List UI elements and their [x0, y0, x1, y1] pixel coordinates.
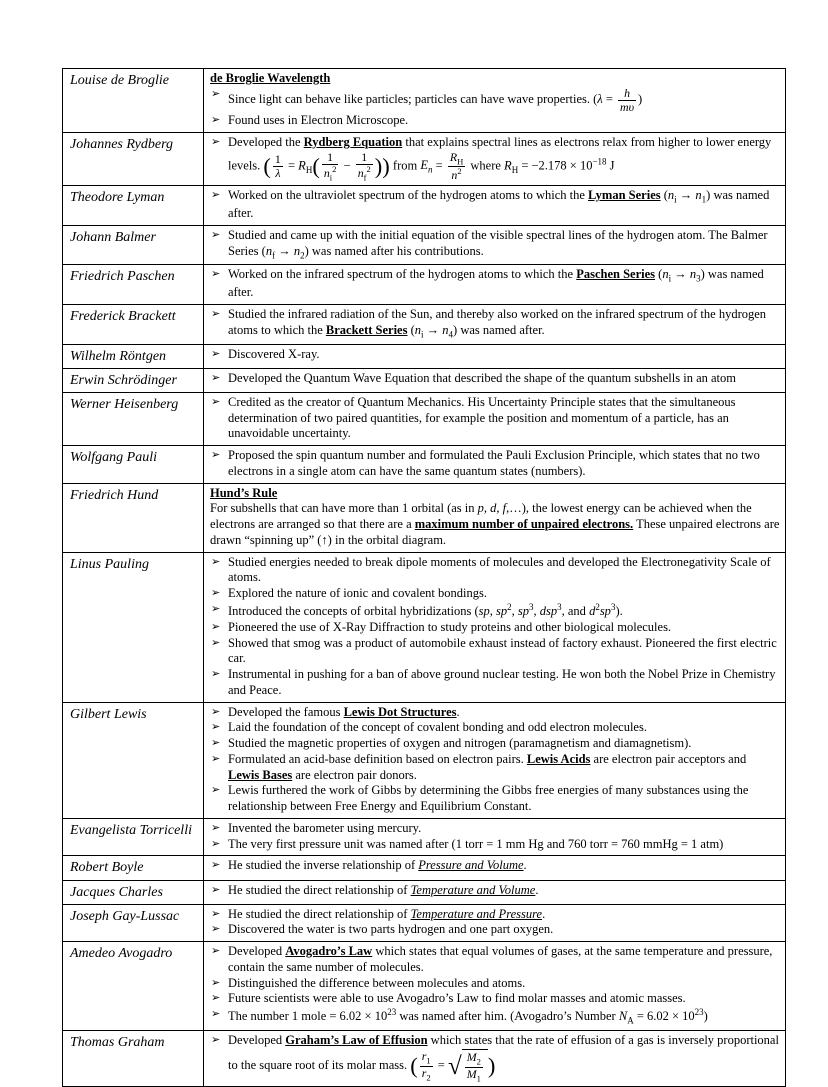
contribution-text: Studied the magnetic properties of oxygen and nitrogen (paramagnetism and diamagnetism). — [228, 736, 692, 751]
scientist-name: Erwin Schrödinger — [63, 368, 204, 392]
contribution-text: Developed the famous Lewis Dot Structures. — [228, 704, 460, 719]
bullet-arrow-icon: ➢ — [211, 859, 221, 872]
scientist-contributions — [204, 446, 786, 484]
scientist-name: Wolfgang Pauli — [63, 446, 204, 484]
bullet-arrow-icon: ➢ — [211, 602, 221, 615]
contribution-bullet — [208, 1033, 780, 1083]
contribution-bullet — [208, 636, 780, 668]
contribution-text: Developed Avogadro’s Law which states that equal volumes of gases, at the same temperature and pressure, contain the same number of molecules. — [228, 944, 773, 974]
bullet-arrow-icon: ➢ — [211, 228, 221, 241]
table-row — [63, 392, 786, 445]
contribution-text: Invented the barometer using mercury. — [228, 820, 422, 835]
table-row — [63, 880, 786, 904]
bullet-arrow-icon: ➢ — [211, 668, 221, 681]
scientist-name: Thomas Graham — [63, 1031, 204, 1087]
contribution-text: Discovered X-ray. — [228, 346, 320, 361]
scientist-contributions — [204, 265, 786, 305]
contribution-bullet — [208, 752, 780, 784]
contribution-bullet — [208, 705, 780, 721]
contribution-text: Worked on the infrared spectrum of the hydrogen atoms to which the Paschen Series $(n_i \to n_3)$ was named after. — [228, 267, 764, 300]
scientist-name: Gilbert Lewis — [63, 702, 204, 818]
scientist-contributions — [204, 552, 786, 702]
contribution-text: Distinguished the difference between molecules and atoms. — [228, 975, 526, 990]
contribution-bullet — [208, 228, 780, 262]
contribution-bullet — [208, 602, 780, 620]
table-row — [63, 265, 786, 305]
bullet-arrow-icon: ➢ — [211, 189, 221, 202]
contribution-bullet — [208, 858, 780, 874]
scientist-contributions — [204, 133, 786, 186]
scientist-contributions — [204, 392, 786, 445]
contribution-bullet — [208, 944, 780, 976]
bullet-arrow-icon: ➢ — [211, 923, 221, 936]
contribution-bullet — [208, 991, 780, 1007]
bullet-arrow-icon: ➢ — [211, 449, 221, 462]
scientist-name: Werner Heisenberg — [63, 392, 204, 445]
contribution-text: Pioneered the use of X-Ray Diffraction to study proteins and other biological molecules. — [228, 619, 672, 634]
contribution-bullet — [208, 783, 780, 815]
table-row — [63, 186, 786, 226]
scientist-name: Louise de Broglie — [63, 69, 204, 133]
contribution-text: Lewis furthered the work of Gibbs by determining the Gibbs free energies of many substances using the relationship between Free Energy and Equilibrium Constant. — [228, 783, 749, 814]
table-row — [63, 225, 786, 265]
contribution-bullet — [208, 883, 780, 899]
contribution-text: Proposed the spin quantum number and formulated the Pauli Exclusion Principle, which states that no two electrons in a single atom can have the same quantum states (numbers). — [228, 448, 760, 478]
contribution-bullet — [208, 976, 780, 992]
scientist-contributions — [204, 344, 786, 368]
contribution-bullet — [208, 371, 780, 387]
contribution-text: He studied the direct relationship of Temperature and Pressure. — [228, 906, 546, 921]
scientist-contributions — [204, 368, 786, 392]
table-row — [63, 1031, 786, 1087]
table-row — [63, 304, 786, 344]
contribution-text: The very first pressure unit was named after (1 torr = 1 mm Hg and 760 torr = 760 mmHg = 1 atm) — [228, 836, 724, 851]
scientist-contributions — [204, 69, 786, 133]
table-row — [63, 69, 786, 133]
scientist-contributions — [204, 818, 786, 856]
bullet-arrow-icon: ➢ — [211, 371, 221, 384]
contribution-bullet — [208, 395, 780, 442]
bullet-arrow-icon: ➢ — [211, 636, 221, 649]
scientist-name: Friedrich Paschen — [63, 265, 204, 305]
scientists-table — [62, 68, 786, 1087]
table-row — [63, 856, 786, 880]
bullet-arrow-icon: ➢ — [211, 587, 221, 600]
contribution-text: Worked on the ultraviolet spectrum of the hydrogen atoms to which the Lyman Series $(n_i \to n_1)$ was named after. — [228, 188, 770, 221]
contribution-bullet — [208, 87, 780, 114]
scientist-contributions — [204, 702, 786, 818]
contribution-text: The number 1 mole = $6.02 \times 10^{23}$ was named after him. (Avogadro’s Number $N_A = 6.02 \times 10^{23}$) — [228, 1007, 708, 1026]
scientist-name: Johann Balmer — [63, 225, 204, 265]
bullet-arrow-icon: ➢ — [211, 555, 221, 568]
contribution-bullet — [208, 837, 780, 853]
contribution-bullet — [208, 448, 780, 480]
bullet-arrow-icon: ➢ — [211, 620, 221, 633]
contribution-text: Developed the Quantum Wave Equation that described the shape of the quantum subshells in an atom — [228, 370, 737, 385]
contribution-text: He studied the direct relationship of Temperature and Volume. — [228, 882, 539, 897]
contribution-bullet — [208, 555, 780, 587]
bullet-arrow-icon: ➢ — [211, 992, 221, 1005]
scientist-contributions — [204, 225, 786, 265]
bullet-arrow-icon: ➢ — [211, 945, 221, 958]
table-row — [63, 483, 786, 552]
contribution-text: Future scientists were able to use Avogadro’s Law to find molar masses and atomic masses. — [228, 991, 686, 1006]
contribution-bullet — [208, 620, 780, 636]
bullet-arrow-icon: ➢ — [211, 907, 221, 920]
contribution-text: Found uses in Electron Microscope. — [228, 113, 409, 128]
scientist-contributions — [204, 856, 786, 880]
contribution-text: He studied the inverse relationship of Pressure and Volume. — [228, 858, 527, 873]
table-row — [63, 552, 786, 702]
scientist-name: Friedrich Hund — [63, 483, 204, 552]
section-paragraph: For subshells that can have more than 1 orbital (as in p, d, f,…), the lowest energy can be achieved when the electrons are arranged so that there are a maximum number of unpaired electrons. These unpaired electrons are drawn “spinning up” (↑) in the orbital diagram. — [210, 501, 780, 547]
contribution-text: Discovered the water is two parts hydrogen and one part oxygen. — [228, 922, 554, 937]
table-row — [63, 368, 786, 392]
contribution-bullet — [208, 267, 780, 301]
scientist-name: Joseph Gay-Lussac — [63, 904, 204, 942]
table-row — [63, 133, 786, 186]
contribution-bullet — [208, 188, 780, 222]
contribution-bullet — [208, 821, 780, 837]
scientists-table-body — [63, 69, 786, 1087]
bullet-arrow-icon: ➢ — [211, 114, 221, 127]
bullet-arrow-icon: ➢ — [211, 347, 221, 360]
contribution-bullet — [208, 667, 780, 699]
bullet-arrow-icon: ➢ — [211, 821, 221, 834]
bullet-arrow-icon: ➢ — [211, 268, 221, 281]
bullet-arrow-icon: ➢ — [211, 737, 221, 750]
contribution-text: Showed that smog was a product of automobile exhaust instead of factory exhaust. Pioneered the first electric car. — [228, 635, 777, 666]
table-row — [63, 904, 786, 942]
bullet-arrow-icon: ➢ — [211, 307, 221, 320]
table-row — [63, 942, 786, 1031]
contribution-bullet — [208, 135, 780, 182]
contribution-text: Studied energies needed to break dipole moments of molecules and developed the Electronegativity Scale of atoms. — [228, 554, 771, 585]
table-row — [63, 344, 786, 368]
contribution-text: Developed Graham’s Law of Effusion which states that the rate of effusion of a gas is inversely proportional to the square root of its molar mass. ( $\frac{r_1}{r_2}$ = √ $\frac{M_2}{M_1}$ ) — [228, 1033, 779, 1083]
scientist-contributions — [204, 1031, 786, 1087]
section-heading: de Broglie Wavelength — [210, 71, 331, 85]
scientist-contributions — [204, 483, 786, 552]
bullet-arrow-icon: ➢ — [211, 1034, 221, 1047]
contribution-bullet — [208, 922, 780, 938]
scientist-name: Frederick Brackett — [63, 304, 204, 344]
contribution-text: Formulated an acid-base definition based on electron pairs. Lewis Acids are electron pair acceptors and Lewis Bases are electron pair donors. — [228, 751, 747, 782]
bullet-arrow-icon: ➢ — [211, 976, 221, 989]
scientist-contributions — [204, 904, 786, 942]
scientist-name: Jacques Charles — [63, 880, 204, 904]
scientist-name: Wilhelm Röntgen — [63, 344, 204, 368]
scientist-name: Theodore Lyman — [63, 186, 204, 226]
contribution-text: Studied the infrared radiation of the Sun, and thereby also worked on the infrared spectrum of the hydrogen atoms to which the Brackett Series $(n_i \to n_4)$ was named after. — [228, 306, 767, 340]
contribution-bullet — [208, 907, 780, 923]
bullet-arrow-icon: ➢ — [211, 721, 221, 734]
contribution-text: Since light can behave like particles; particles can have wave properties. (λ = $\frac{h}{m\upsilon}$ ) — [228, 85, 643, 114]
contribution-text: Developed the Rydberg Equation that explains spectral lines as electrons relax from higher to lower energy levels. ( $\frac{1}{\lambda}$ = $R_H$( $\frac{1}{n_i^2}$ − $\frac{1}{n_f^2}$ )) from $E_n$ = $\frac{R_H}{n^2}$ where $R_H = -2.178 \times 10^{-18}$ J — [228, 135, 772, 183]
contribution-text: Instrumental in pushing for a ban of above ground nuclear testing. He won both the Nobel Prize in Chemistry and Peace. — [228, 667, 776, 697]
contribution-text: Credited as the creator of Quantum Mechanics. His Uncertainty Principle states that the simultaneous determination of two paired quantities, for example the position and momentum of a particle, has an unavoidable uncertainty. — [228, 394, 736, 441]
bullet-arrow-icon: ➢ — [211, 395, 221, 408]
contribution-bullet — [208, 586, 780, 602]
table-row — [63, 446, 786, 484]
bullet-arrow-icon: ➢ — [211, 837, 221, 850]
contribution-bullet — [208, 113, 780, 129]
contribution-text: Introduced the concepts of orbital hybridizations (sp, $sp^2$, $sp^3$, dsp$^3$, and $d^2sp^3$). — [228, 601, 623, 619]
bullet-arrow-icon: ➢ — [211, 1008, 221, 1021]
scientist-name: Amedeo Avogadro — [63, 942, 204, 1031]
bullet-arrow-icon: ➢ — [211, 784, 221, 797]
scientist-contributions — [204, 304, 786, 344]
scientist-contributions — [204, 186, 786, 226]
bullet-arrow-icon: ➢ — [211, 883, 221, 896]
contribution-bullet — [208, 1007, 780, 1027]
scientist-name: Johannes Rydberg — [63, 133, 204, 186]
section-heading: Hund’s Rule — [210, 485, 278, 500]
scientist-contributions — [204, 880, 786, 904]
contribution-text: Explored the nature of ionic and covalent bondings. — [228, 586, 487, 601]
contribution-bullet — [208, 720, 780, 736]
contribution-bullet — [208, 307, 780, 341]
contribution-text: Studied and came up with the initial equation of the visible spectral lines of the hydrogen atom. The Balmer Series $(n_f \to n_2)$ was named after his contributions. — [228, 227, 768, 261]
bullet-arrow-icon: ➢ — [211, 87, 221, 100]
bullet-arrow-icon: ➢ — [211, 705, 221, 718]
scientist-name: Linus Pauling — [63, 552, 204, 702]
scientist-name: Robert Boyle — [63, 856, 204, 880]
contribution-bullet — [208, 736, 780, 752]
scientist-contributions — [204, 942, 786, 1031]
bullet-arrow-icon: ➢ — [211, 136, 221, 149]
table-row — [63, 702, 786, 818]
bullet-arrow-icon: ➢ — [211, 752, 221, 765]
table-row — [63, 818, 786, 856]
scientist-name: Evangelista Torricelli — [63, 818, 204, 856]
contribution-bullet — [208, 347, 780, 363]
contribution-text: Laid the foundation of the concept of covalent bonding and odd electron molecules. — [228, 720, 647, 735]
